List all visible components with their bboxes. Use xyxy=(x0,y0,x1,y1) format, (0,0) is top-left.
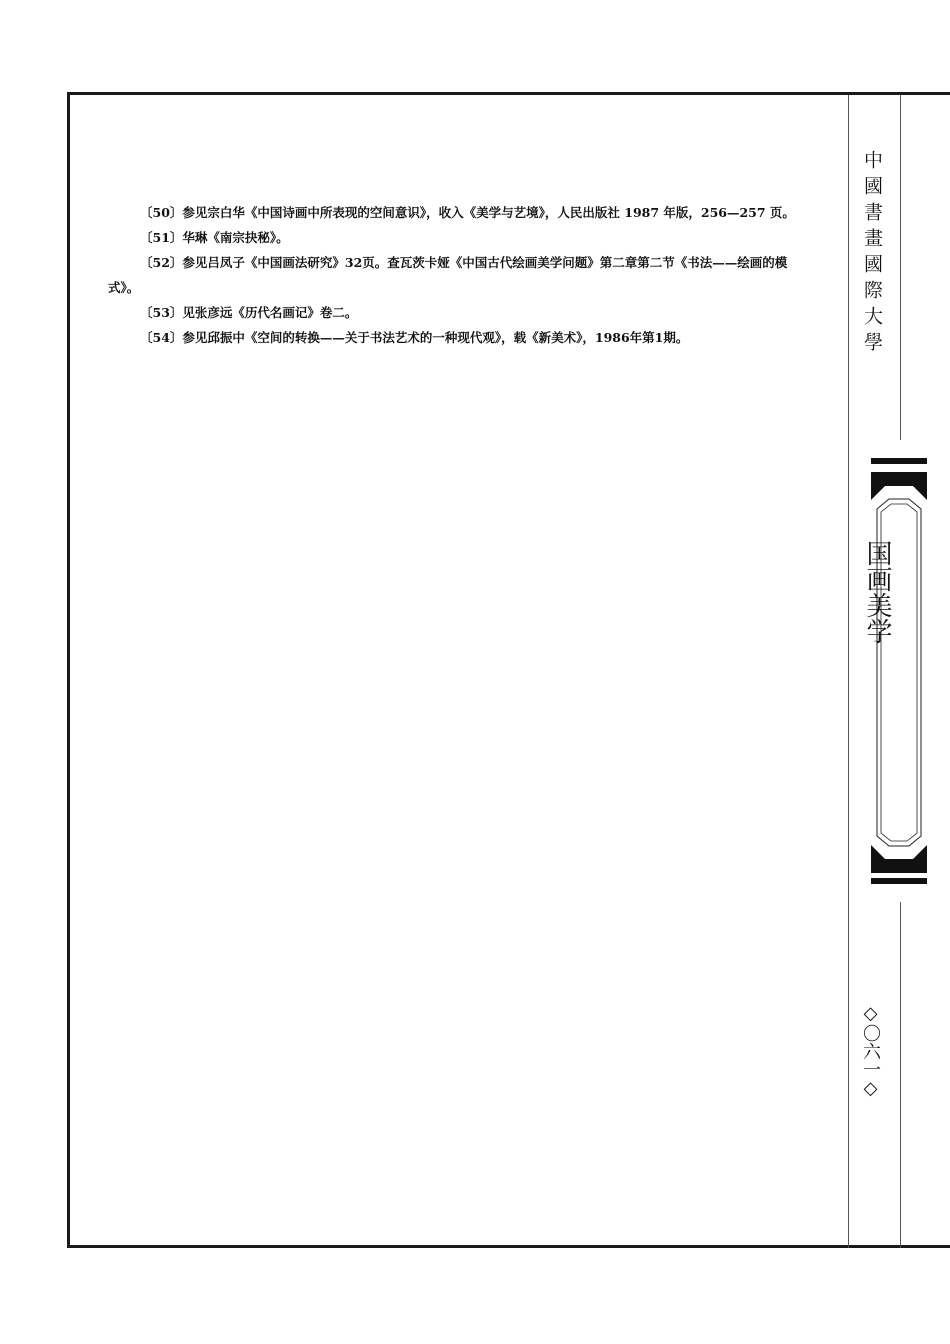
footnote-50: 〔50〕参见宗白华《中国诗画中所表现的空间意识》，收入《美学与艺境》，人民出版社 1987 年版，256—257 页。 xyxy=(140,205,795,220)
book-title: 国画美学 xyxy=(862,540,892,644)
footnote-52: 〔52〕参见吕凤子《中国画法研究》32页。查瓦茨卡娅《中国古代绘画美学问题》第二章第二节《书法——绘画的模式》。 xyxy=(108,255,788,295)
school-name: 中國書畫國際大學 xyxy=(861,150,883,358)
footnotes xyxy=(108,200,813,350)
footnote-54: 〔54〕参见邱振中《空间的转换——关于书法艺术的一种现代观》，载《新美术》，1986年第1期。 xyxy=(140,330,689,345)
margin-divider-outer-top xyxy=(900,95,901,440)
footnote-51: 〔51〕华琳《南宗抉秘》。 xyxy=(140,230,289,245)
margin-divider xyxy=(848,95,849,1248)
margin-divider-outer-bottom xyxy=(900,902,901,1248)
page-number: ◇〇六一◇ xyxy=(860,1003,881,1099)
title-ribbon-bottom xyxy=(871,843,927,873)
title-band-bottom xyxy=(871,878,927,884)
title-band-top xyxy=(871,458,927,464)
footnote-53: 〔53〕见张彦远《历代名画记》卷二。 xyxy=(140,305,358,320)
